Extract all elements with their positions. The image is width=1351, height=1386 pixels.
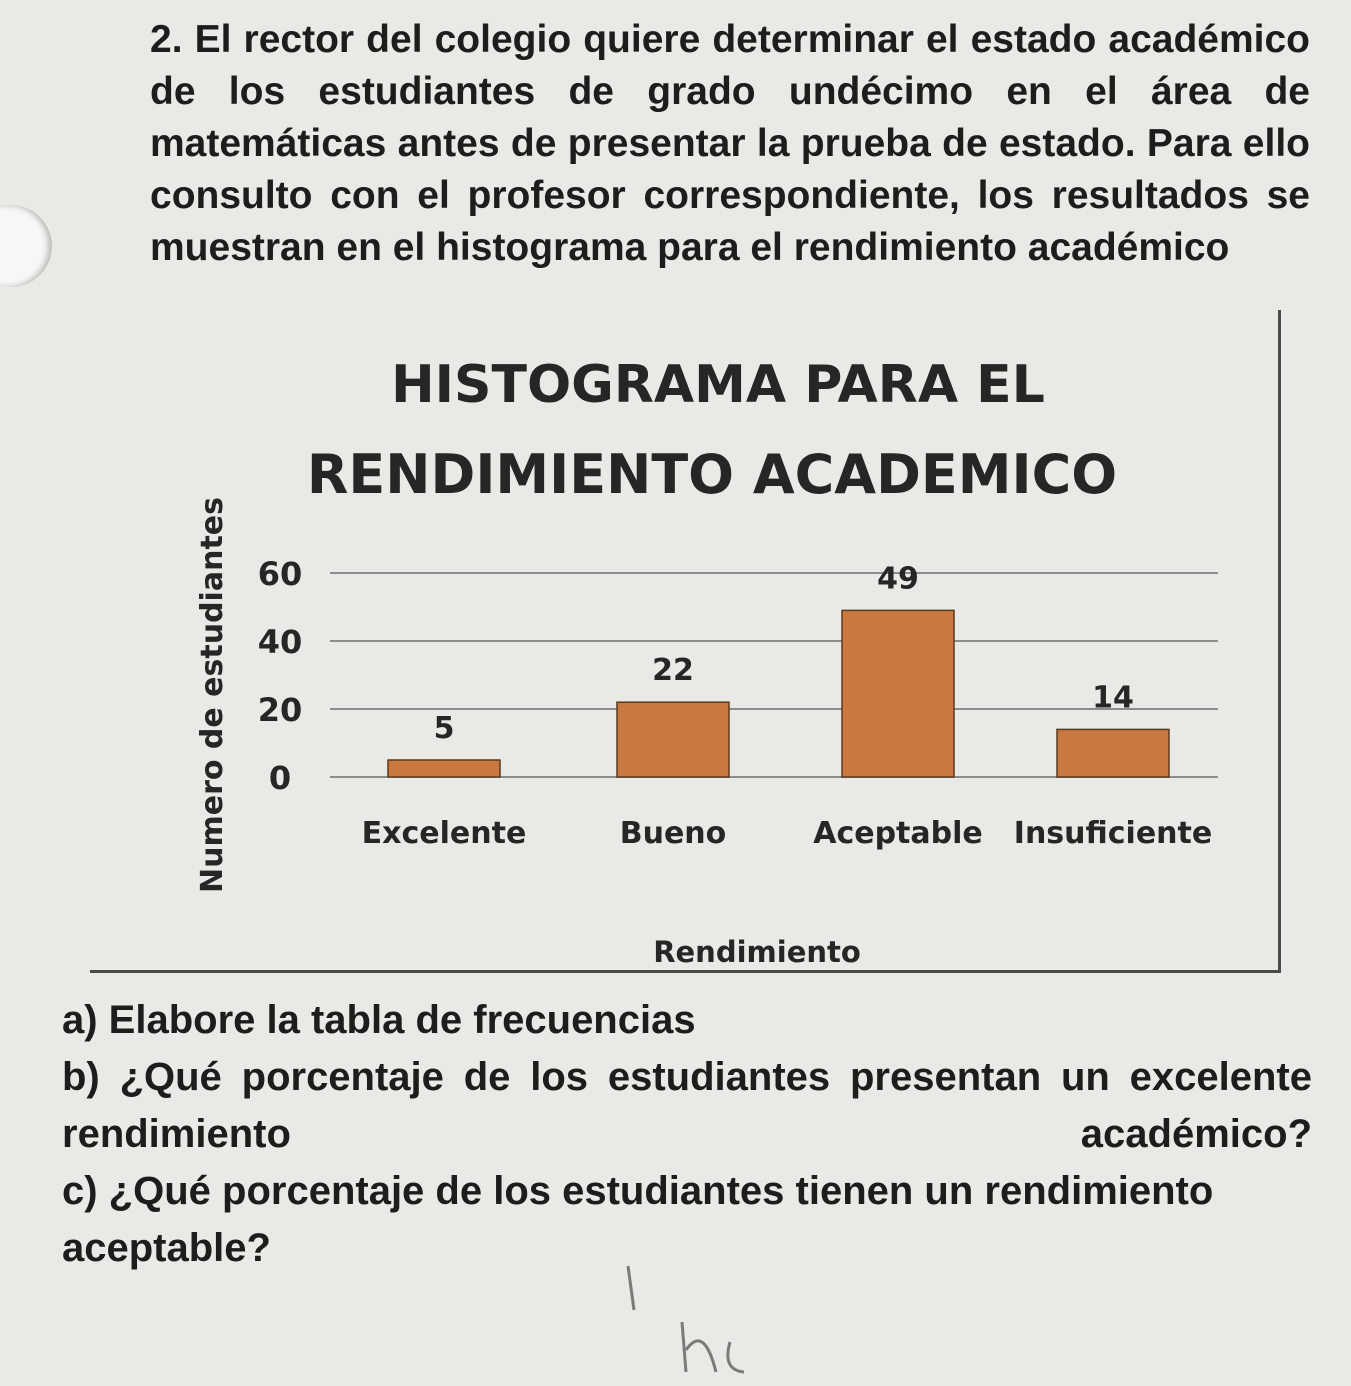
bar-aceptable [842,610,954,777]
x-axis-label: Rendimiento [653,935,861,969]
bar-bueno [617,702,729,777]
problem-number: 2. [150,18,183,61]
question-a: a) Elabore la tabla de frecuencias [62,998,696,1042]
pen-scribble [620,1260,780,1380]
question-b: b) ¿Qué porcentaje de los estudiantes presentan un excelente rendimiento académico? [62,1055,1312,1156]
chart-title-line2: RENDIMIENTO ACADEMICO [306,443,1118,506]
chart-title-line1: HISTOGRAMA PARA EL [391,355,1045,415]
data-label: 49 [877,561,919,597]
bar-excelente [388,760,500,777]
y-tick-label: 0 [268,759,292,797]
problem-text: El rector del colegio quiere determinar el estado académico de los estudiantes de grado undécimo en el área de matemáticas antes de presentar la prueba de estado. Para ello consulto con el profesor correspondiente, los resultados se muestran en el histograma para el rendimiento académico [150,18,1310,269]
y-tick-label: 60 [257,555,303,593]
y-tick-label: 20 [257,691,303,729]
bar-insuficiente [1057,729,1169,777]
category-label: Excelente [361,816,527,851]
data-label: 5 [433,711,455,746]
y-axis-label: Numero de estudiantes [195,497,230,893]
data-label: 14 [1092,680,1134,716]
data-label: 22 [652,653,694,689]
question-c: c) ¿Qué porcentaje de los estudiantes tienen un rendimiento aceptable? [62,1169,1214,1270]
category-label: Aceptable [813,816,983,851]
category-label: Bueno [619,816,727,851]
y-tick-label: 40 [257,623,303,661]
category-label: Insuficiente [1013,816,1213,851]
questions [62,992,1312,1277]
